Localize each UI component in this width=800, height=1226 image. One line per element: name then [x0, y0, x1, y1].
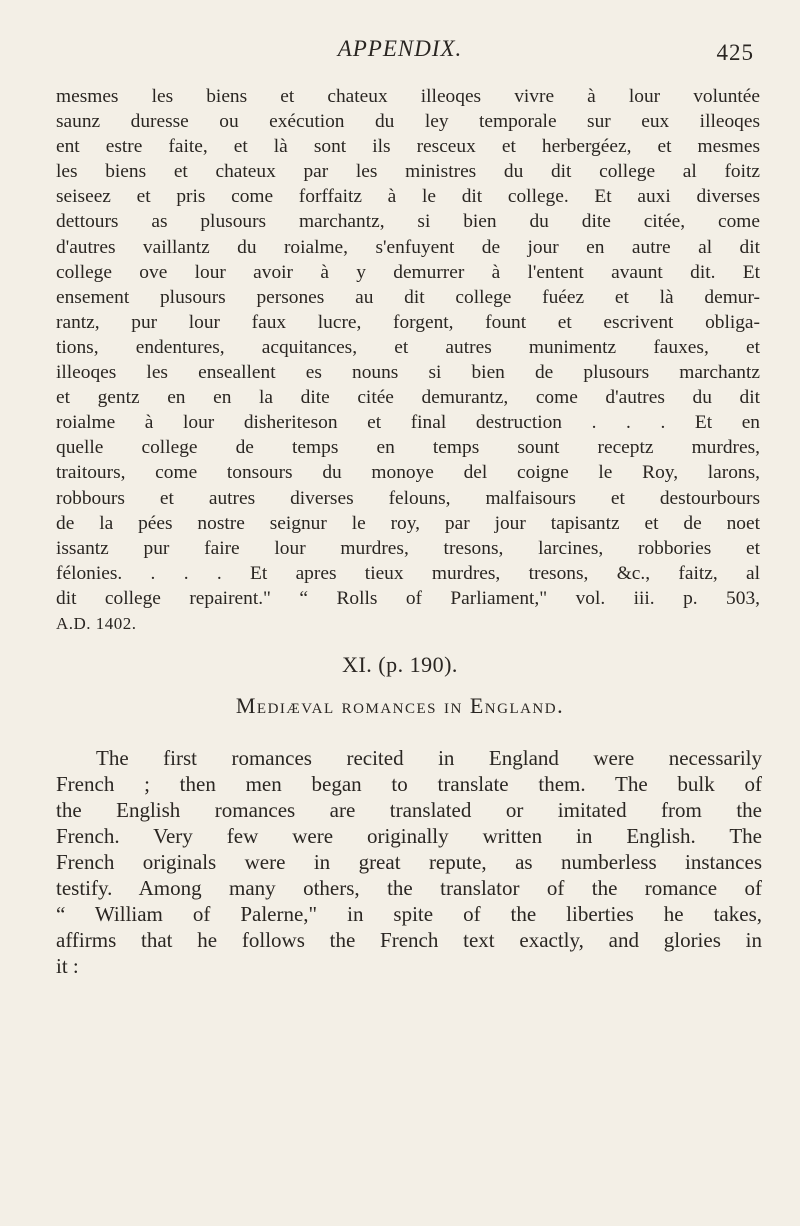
body-paragraph — [56, 745, 762, 979]
section-number: XI. (p. 190). — [342, 652, 458, 677]
quote-line: rantz, pur lour faux lucre, forgent, fount et escrivent obliga- — [56, 311, 760, 333]
quote-line: ensement plusours persones au dit college fuéez et là demur- — [56, 286, 760, 308]
quote-line: ent estre faite, et là sont ils resceux et herbergéez, et mesmes — [56, 136, 760, 158]
body-line: affirms that he follows the French text exactly, and glories in — [56, 928, 762, 952]
quote-line: illeoqes les enseallent es nouns si bien de plusours marchantz — [56, 362, 760, 384]
quote-line: traitours, come tonsours du monoye del coigne le Roy, larons, — [56, 462, 760, 484]
body-line: it : — [56, 954, 79, 978]
french-quotation — [56, 84, 760, 636]
quote-line: roialme à lour disheriteson et final destruction . . . Et en — [56, 412, 760, 434]
body-line: French ; then men began to translate them. The bulk of — [56, 772, 762, 796]
section-title: Mediæval romances in England. — [235, 693, 565, 718]
body-line: “ William of Palerne," in spite of the liberties he takes, — [56, 902, 762, 926]
quote-line: de la pées nostre seignur le roy, par jour tapisantz et de noet — [56, 512, 760, 534]
quote-date: A.D. 1402. — [56, 613, 137, 633]
quote-line: seiseez et pris come forffaitz à le dit college. Et auxi diverses — [56, 186, 760, 208]
running-head: APPENDIX. — [337, 36, 463, 61]
body-line: The first romances recited in England were necessarily — [96, 746, 762, 770]
quote-line: quelle college de temps en temps sount receptz murdres, — [56, 437, 760, 459]
page-number: 425 — [716, 40, 754, 65]
body-line: French. Very few were originally written in English. The — [56, 824, 762, 848]
quote-line: dettours as plusours marchantz, si bien du dite citée, come — [56, 211, 760, 233]
quote-line: d'autres vaillantz du roialme, s'enfuyent de jour en autre al dit — [56, 236, 760, 258]
quote-line: dit college repairent." “ Rolls of Parliament," vol. iii. p. 503, — [56, 587, 760, 609]
quote-line: les biens et chateux par les ministres du dit college al foitz — [56, 161, 760, 183]
quote-line: issantz pur faire lour murdres, tresons, larcines, robbories et — [56, 537, 760, 559]
quote-line: mesmes les biens et chateux illeoqes vivre à lour voluntée — [56, 86, 760, 107]
body-line: the English romances are translated or imitated from the — [56, 798, 762, 822]
quote-line: saunz duresse ou exécution du ley temporale sur eux illeoqes — [56, 111, 760, 133]
quote-line: et gentz en en la dite citée demurantz, come d'autres du dit — [56, 387, 760, 409]
quote-line: college ove lour avoir à y demurrer à l'entent avaunt dit. Et — [56, 261, 760, 283]
body-line: testify. Among many others, the translator of the romance of — [56, 876, 762, 900]
quote-line: tions, endentures, acquitances, et autres munimentz fauxes, et — [56, 336, 760, 358]
quote-line: robbours et autres diverses felouns, malfaisours et destourbours — [56, 487, 760, 509]
body-line: French originals were in great repute, as numberless instances — [56, 850, 762, 874]
quote-line: félonies. . . . Et apres tieux murdres, tresons, &c., faitz, al — [56, 562, 760, 584]
